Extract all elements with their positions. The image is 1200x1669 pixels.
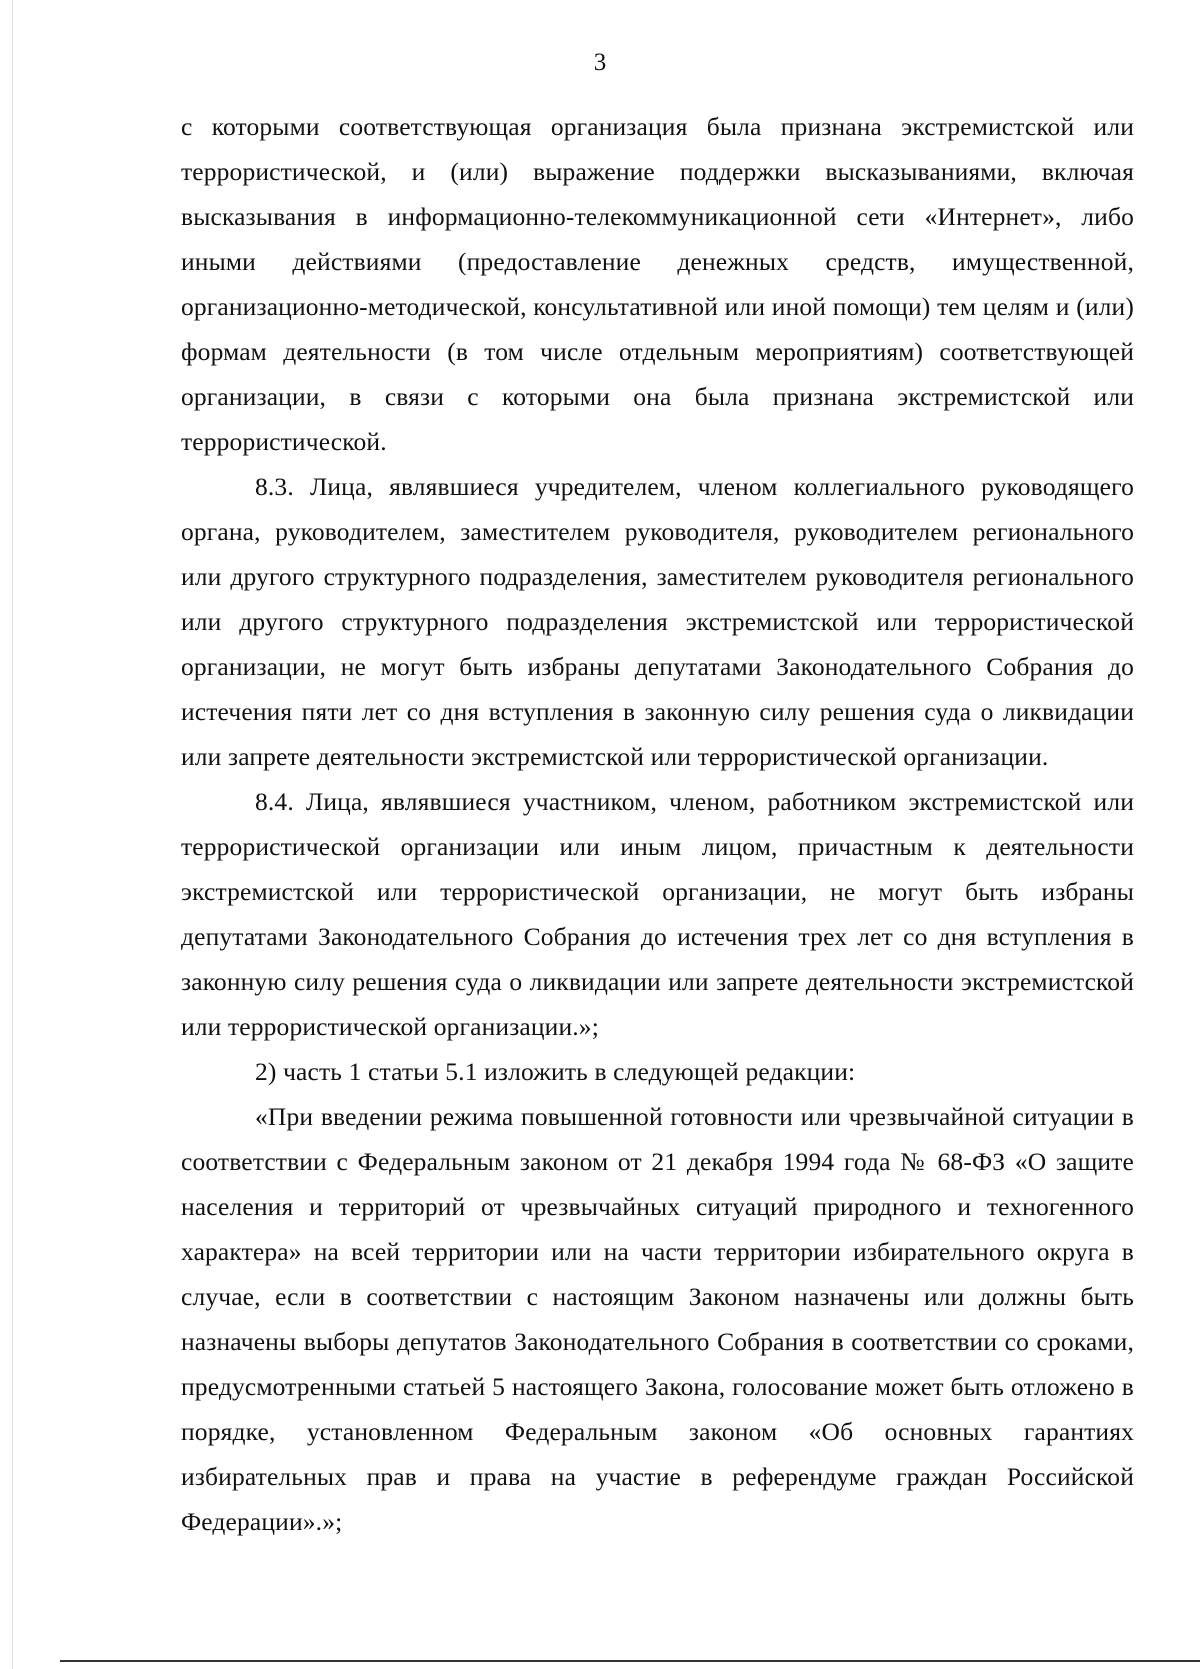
paragraph-8-4: 8.4. Лица, являвшиеся участником, членом, работником экстремистской или террористической организации или иным лицом, причастным к деятельности экстремистской или террористической организации, не могут быть избраны депутатами Законодательного Собрания до истечения трех лет со дня вступления в законную силу решения суда о ликвидации или запрете деятельности экстремистской или террористической организации.»; — [181, 787, 1134, 1041]
paragraph-continuation: с которыми соответствующая организация была признана экстремистской или террористической, и (или) выражение поддержки высказываниями, включая высказывания в информационно-телекоммуникационной сети «Интернет», либо иными действиями (предоставление денежных средств, имущественной, организационно-методической, консультативной или иной помощи) тем целям и (или) формам деятельности (в том числе отдельным мероприятиям) соответствующей организации, в связи с которыми она была признана экстремистской или террористической. — [181, 112, 1134, 456]
document-body — [181, 104, 1134, 1544]
paragraph-8-3: 8.3. Лица, являвшиеся учредителем, членом коллегиального руководящего органа, руководителем, заместителем руководителя, руководителем регионального или другого структурного подразделения, заместителем руководителя регионального или другого структурного подразделения экстремистской или террористической организации, не могут быть избраны депутатами Законодательного Собрания до истечения пяти лет со дня вступления в законную силу решения суда о ликвидации или запрете деятельности экстремистской или террористической организации. — [181, 472, 1134, 771]
scan-edge-line — [12, 0, 13, 1669]
paragraph-quoted-amendment: «При введении режима повышенной готовности или чрезвычайной ситуации в соответствии с Федеральным законом от 21 декабря 1994 года № 68-ФЗ «О защите населения и территорий от чрезвычайных ситуаций природного и техногенного характера» на всей территории или на части территории избирательного округа в случае, если в соответствии с настоящим Законом назначены или должны быть назначены выборы депутатов Законодательного Собрания в соответствии со сроками, предусмотренными статьей 5 настоящего Закона, голосование может быть отложено в порядке, установленном Федеральным законом «Об основных гарантиях избирательных прав и права на участие в референдуме граждан Российской Федерации».»; — [181, 1102, 1134, 1536]
page-number: 3 — [593, 49, 607, 76]
bottom-scan-border — [60, 1660, 1200, 1662]
paragraph-item-2: 2) часть 1 статьи 5.1 изложить в следующей редакции: — [255, 1057, 856, 1086]
